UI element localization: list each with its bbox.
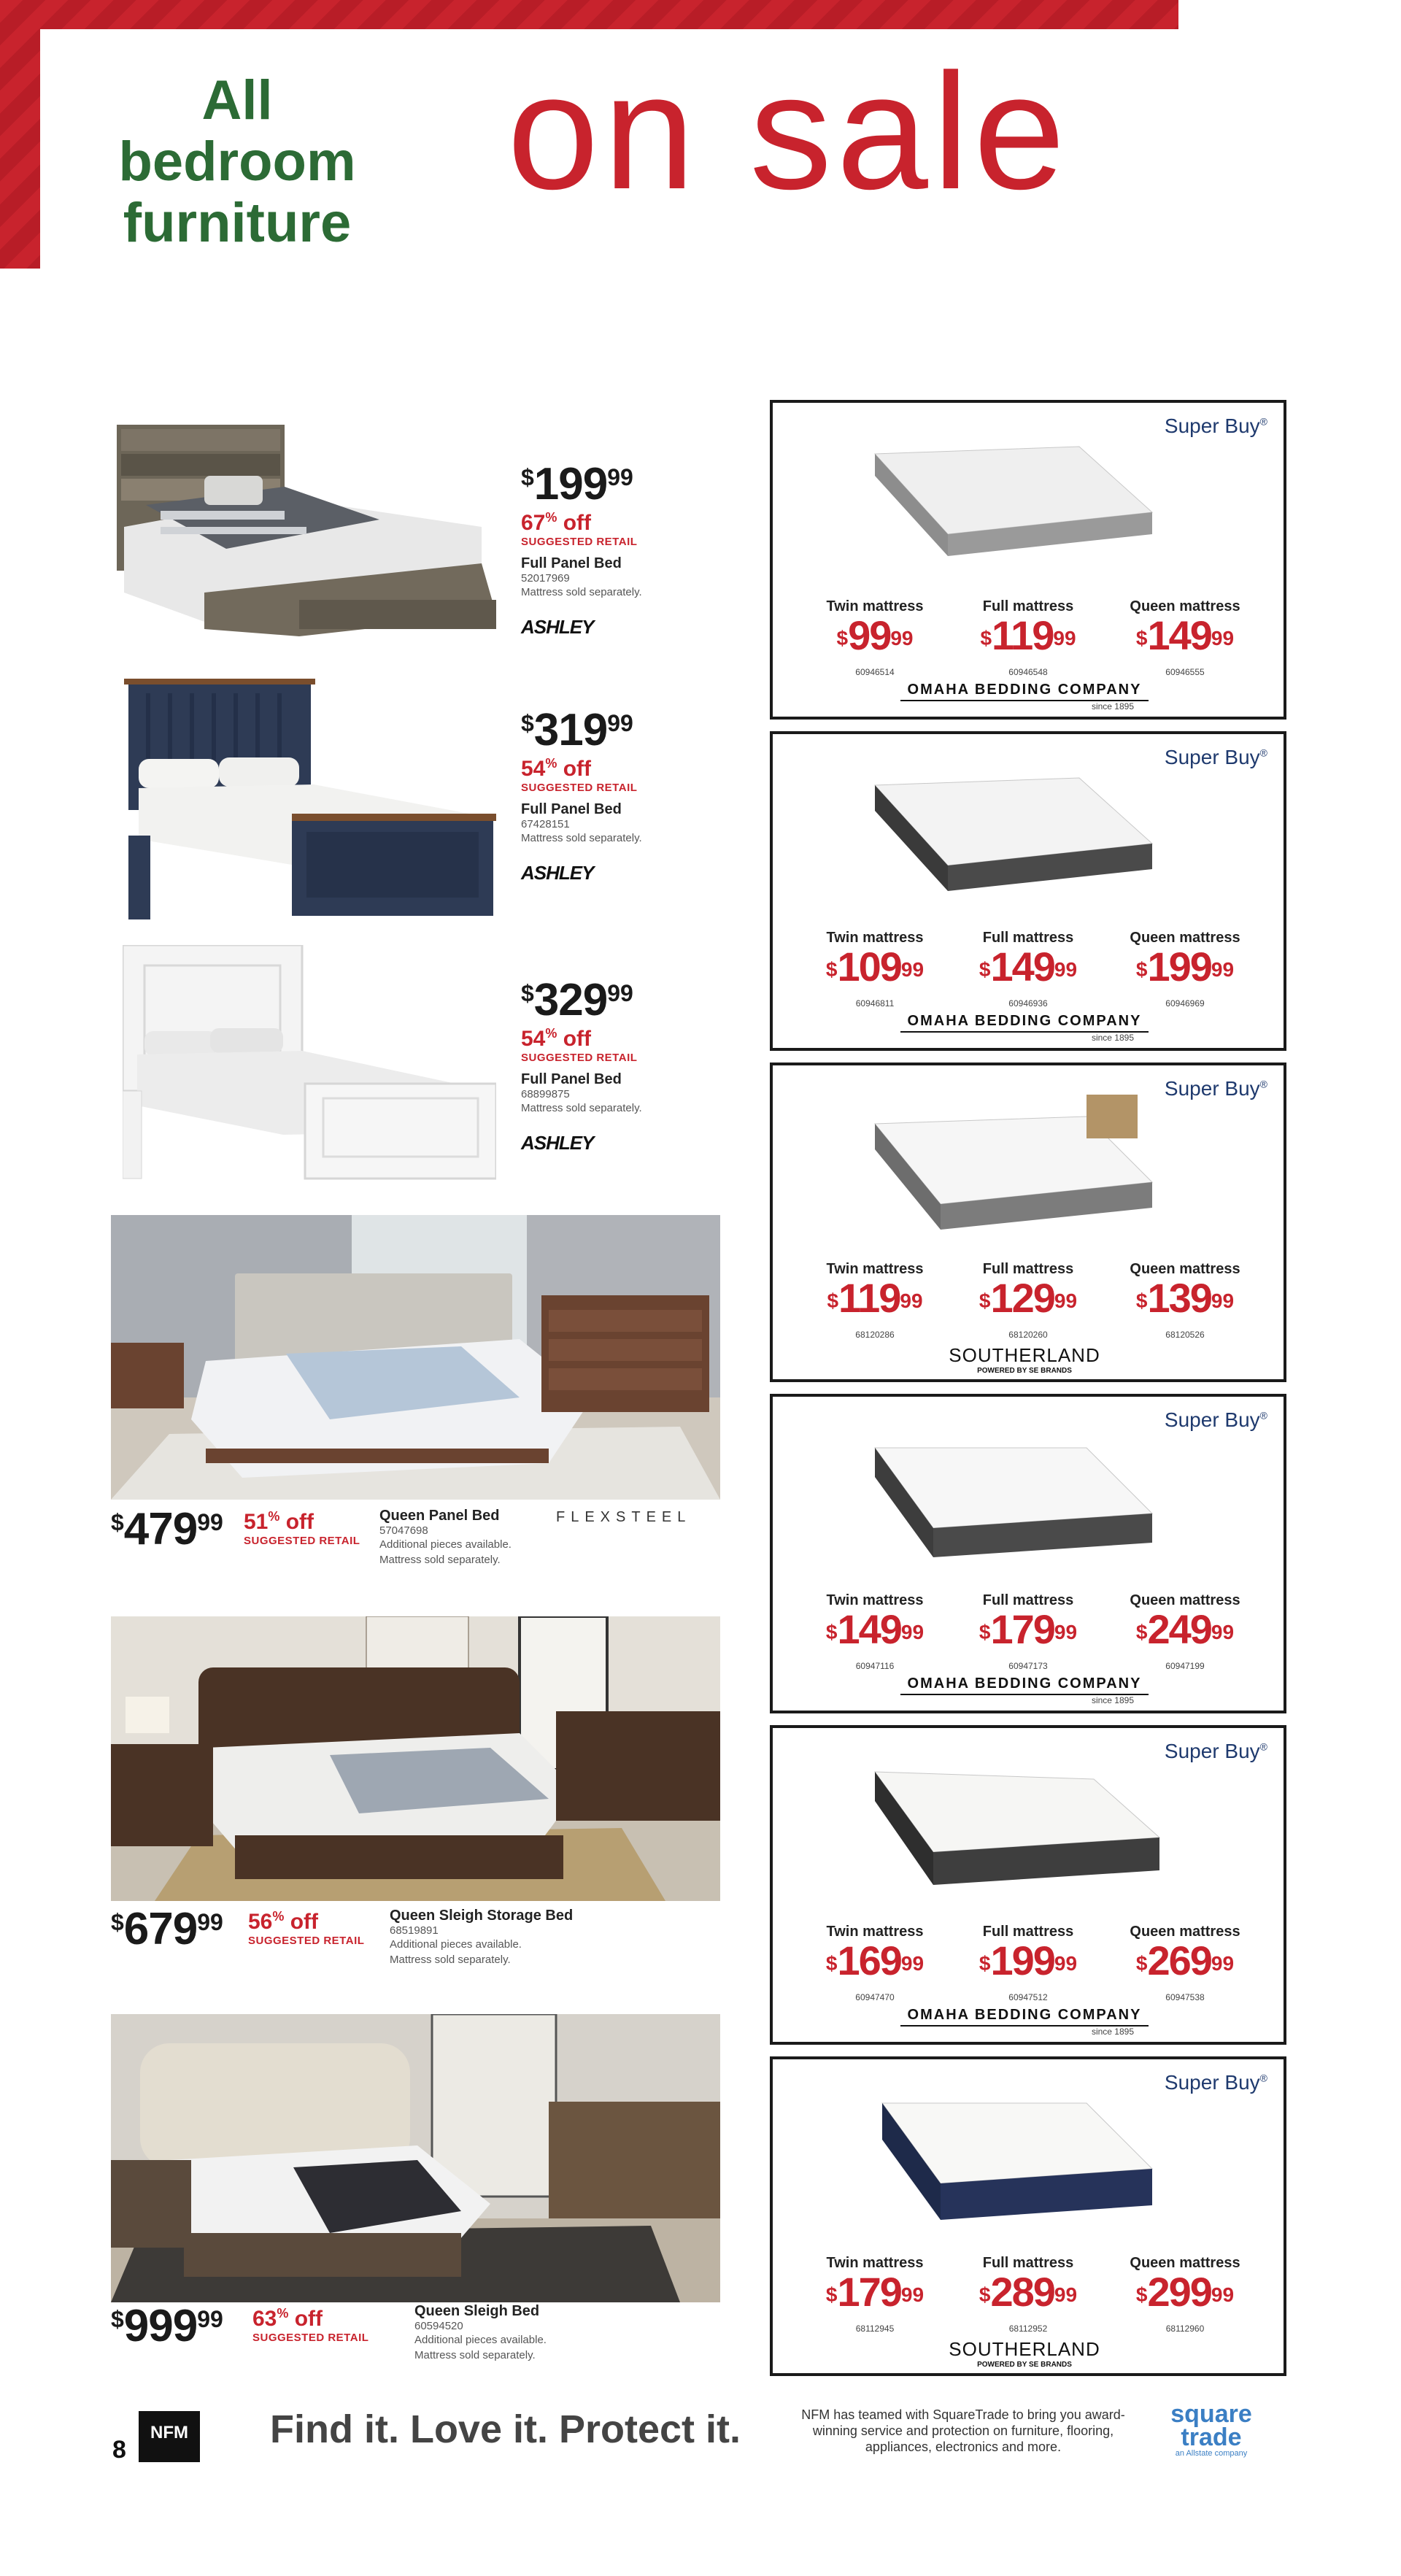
off-label: off [279,1510,314,1534]
dollar-sign: $ [980,627,992,649]
dollar-sign: $ [1135,1952,1148,1975]
sku: 68112945 [855,2324,895,2334]
price-cents: 99 [197,1509,223,1535]
flexsteel-logo: FLEXSTEEL [556,1509,692,1525]
southerland-logo: SOUTHERLAND [949,2338,1100,2360]
since-text: since 1895 [1091,1695,1134,1705]
sq-logo-line3: an Allstate company [1175,2449,1248,2458]
pct-sign: % [272,1909,285,1924]
bed-5-discount [248,1909,364,1935]
dollar-sign: $ [1135,1621,1148,1643]
price-whole: 199 [533,459,608,509]
size-label: Twin mattress [826,2255,924,2271]
price-cents: 99 [1054,2283,1078,2306]
bed-4-note2: Mattress sold separately. [379,1554,501,1566]
omaha-bedding-logo: OMAHA BEDDING COMPANY [900,1675,1149,1695]
price-cents: 99 [1211,958,1235,981]
full-price [955,1592,1101,1671]
mattress-image [846,1095,1167,1233]
twin-price [802,1592,948,1671]
queen-price [1112,2255,1258,2334]
since-text: since 1895 [1091,2027,1134,2037]
price-whole: 289 [990,2269,1054,2315]
dollar-sign: $ [521,710,534,736]
banner-headline [84,70,390,254]
reg-mark: ® [1259,1409,1267,1422]
bed-6-info [414,2303,547,2363]
sku: 60947199 [1165,1661,1205,1671]
bed-5-info [390,1908,573,1967]
price-cents: 99 [1053,627,1076,649]
pct-value: 54 [521,757,546,781]
badge-text: Super Buy [1164,1408,1260,1431]
pct-sign: % [545,1026,557,1041]
bed-3-note: Mattress sold separately. [521,1102,642,1114]
suggested-retail: SUGGESTED RETAIL [252,2332,369,2344]
twin-price [802,1924,948,2002]
pct-sign: % [545,756,557,771]
price [1112,2269,1258,2324]
price-whole: 169 [837,1937,901,1983]
price-whole: 479 [123,1504,198,1554]
queen-price [1112,1924,1258,2002]
mattress-card-5[interactable] [770,1725,1286,2045]
mattress-image [846,2089,1167,2227]
sku: 60947173 [1008,1661,1048,1671]
price [955,2269,1101,2324]
price-cents: 99 [900,1621,925,1643]
price-whole: 99 [848,612,891,658]
price-whole: 109 [837,944,901,990]
price [955,1606,1101,1661]
price-cents: 99 [1211,627,1235,649]
off-label: off [557,757,592,781]
price-whole: 269 [1147,1937,1211,1983]
twin-price [802,1261,948,1340]
brand-logo [900,682,1149,712]
price [802,2269,948,2324]
bed-6-price-text [111,2300,223,2352]
bed-image-sleigh[interactable] [111,2014,720,2302]
reg-mark: ® [1259,1078,1267,1090]
bed-4-sku: 57047698 [379,1524,428,1537]
bed-3-discount [521,1026,642,1052]
price-cents: 99 [197,2306,223,2332]
reg-mark: ® [1259,1740,1267,1753]
powered-by: POWERED BY SE BRANDS [977,2361,1072,2369]
super-buy-badge [1165,746,1267,769]
price-whole: 199 [1147,944,1211,990]
bed-2-price-block [521,704,642,884]
size-label: Full mattress [982,1592,1074,1608]
bed-3-price [521,974,642,1026]
price [1112,946,1258,998]
bed-image-rustic[interactable] [117,417,496,636]
off-label: off [557,1027,592,1051]
nfm-logo-text: NFM [150,2423,188,2442]
brand-logo [900,1013,1149,1043]
dollar-sign: $ [979,2283,991,2306]
off-label: off [288,2307,323,2331]
price [955,946,1101,998]
pct-value: 63 [252,2307,277,2331]
bed-2-sku: 67428151 [521,818,570,830]
price [955,1937,1101,1992]
price [802,946,948,998]
price-whole: 129 [990,1275,1054,1321]
mattress-card-4[interactable] [770,1394,1286,1713]
mattress-image [846,763,1167,902]
dollar-sign: $ [979,1952,991,1975]
bed-6-note1: Additional pieces available. [414,2334,547,2346]
price-whole: 679 [123,1904,198,1954]
mattress-image [846,1757,1167,1896]
badge-text: Super Buy [1164,746,1260,768]
pct-sign: % [545,510,557,525]
price-whole: 119 [992,612,1054,658]
size-label: Queen mattress [1130,930,1240,946]
size-label: Full mattress [982,930,1074,946]
price-cents: 99 [900,1952,925,1975]
size-label: Twin mattress [826,930,924,946]
bed-6-price [111,2300,223,2352]
dollar-sign: $ [111,1909,124,1935]
bed-2-discount [521,756,642,782]
bed-1-name: Full Panel Bed [521,555,622,571]
bed-1-sku: 52017969 [521,572,570,585]
squaretrade-logo[interactable] [1153,2402,1270,2458]
price-cents: 99 [1054,1621,1078,1643]
size-label: Full mattress [982,1261,1074,1277]
price-cents: 99 [1054,958,1078,981]
bed-3-name: Full Panel Bed [521,1071,622,1087]
bed-3-sku: 68899875 [521,1088,570,1100]
dollar-sign: $ [521,980,534,1006]
queen-price [1112,1261,1258,1340]
price-whole: 329 [533,975,608,1025]
price-cents: 99 [1211,1289,1235,1312]
badge-text: Super Buy [1164,1740,1260,1762]
size-label: Queen mattress [1130,1261,1240,1277]
size-label: Twin mattress [826,1261,924,1277]
sku: 60946811 [855,998,895,1009]
price [802,1937,948,1992]
bed-6-discount [252,2306,368,2332]
brand-logo [900,2338,1149,2369]
price-whole: 149 [837,1606,901,1652]
price-cents: 99 [607,464,633,490]
dollar-sign: $ [836,627,849,649]
size-label: Queen mattress [1130,598,1240,614]
price-cents: 99 [1054,1289,1078,1312]
sku: 68112952 [1008,2324,1048,2334]
dollar-sign: $ [825,958,838,981]
sku: 60947470 [855,1992,895,2002]
headline-on-sale: on sale [507,39,1070,223]
tagline: Find it. Love it. Protect it. [270,2407,741,2451]
dollar-sign: $ [979,1289,991,1312]
price-cents: 99 [607,980,633,1006]
sku: 60946555 [1165,667,1205,677]
price-whole: 179 [837,2269,901,2315]
bed-4-name: Queen Panel Bed [379,1508,500,1524]
omaha-bedding-logo: OMAHA BEDDING COMPANY [900,2007,1149,2027]
bed-4-price-text [111,1503,223,1555]
twin-price [802,930,948,1009]
dollar-sign: $ [825,2283,838,2306]
bed-image-sleigh-storage[interactable] [111,1616,720,1901]
price [802,612,948,667]
size-label: Twin mattress [826,598,924,614]
bed-6-name: Queen Sleigh Bed [414,2303,540,2319]
mattress-card-1[interactable] [770,400,1286,720]
dollar-sign: $ [521,464,534,490]
dollar-sign: $ [825,1952,838,1975]
ashley-logo: ASHLEY [521,616,594,638]
size-label: Queen mattress [1130,2255,1240,2271]
bed-5-discount-block [248,1909,364,1947]
reg-mark: ® [1259,747,1267,759]
price [955,1275,1101,1330]
bed-2-note: Mattress sold separately. [521,832,642,844]
super-buy-badge [1165,1408,1267,1432]
bed-1-price-block [521,458,642,639]
bed-5-sku: 68519891 [390,1924,439,1937]
off-label: off [557,511,592,535]
bed-4-price [111,1503,223,1555]
bed-6-discount-block [252,2306,368,2344]
size-label: Full mattress [982,1924,1074,1940]
full-price [955,2255,1101,2334]
omaha-bedding-logo: OMAHA BEDDING COMPANY [900,682,1149,701]
dollar-sign: $ [979,958,991,981]
sku: 60947538 [1165,1992,1205,2002]
sq-logo-line1: square [1170,2400,1252,2428]
super-buy-badge [1165,414,1267,438]
nfm-logo[interactable] [139,2411,200,2462]
bed-1-note: Mattress sold separately. [521,586,642,598]
bed-2-price [521,704,642,756]
price-whole: 199 [990,1937,1054,1983]
sku: 60947512 [1008,1992,1048,2002]
price-whole: 139 [1147,1275,1211,1321]
dollar-sign: $ [1135,958,1148,981]
price-cents: 99 [900,958,925,981]
powered-by: POWERED BY SE BRANDS [977,1367,1072,1375]
reg-mark: ® [1259,2072,1267,2084]
sq-logo-line2: trade [1181,2423,1242,2451]
price [802,1606,948,1661]
size-label: Full mattress [982,2255,1074,2271]
bed-6-note2: Mattress sold separately. [414,2349,536,2361]
sku: 60946936 [1008,998,1048,1009]
super-buy-badge [1165,1077,1267,1100]
reg-mark: ® [1259,415,1267,428]
pct-value: 51 [244,1510,269,1534]
size-label: Queen mattress [1130,1924,1240,1940]
badge-text: Super Buy [1164,1077,1260,1100]
price-cents: 99 [197,1909,223,1935]
sku: 60946969 [1165,998,1205,1009]
price-whole: 319 [533,705,608,755]
dollar-sign: $ [1135,1289,1148,1312]
queen-price [1112,930,1258,1009]
ashley-logo: ASHLEY [521,862,594,884]
dollar-sign: $ [979,1621,991,1643]
pct-sign: % [277,2306,289,2321]
bed-4-info [379,1508,512,1567]
bed-1-price [521,458,642,510]
mattress-card-2[interactable] [770,731,1286,1051]
bed-image-white[interactable] [123,945,496,1186]
bed-4-discount [244,1509,360,1535]
price [802,1275,948,1330]
omaha-bedding-logo: OMAHA BEDDING COMPANY [900,1013,1149,1033]
price-cents: 99 [1211,1952,1235,1975]
bed-3-price-block [521,974,642,1154]
size-label: Queen mattress [1130,1592,1240,1608]
mattress-image [846,432,1167,571]
super-buy-badge [1165,2071,1267,2094]
price-cents: 99 [900,2283,925,2306]
full-price [955,598,1101,677]
twin-price [802,2255,948,2334]
mattress-card-6[interactable] [770,2056,1286,2376]
price-cents: 99 [1211,1621,1235,1643]
price [955,612,1101,667]
bed-image-queen-panel[interactable] [111,1215,720,1500]
sku: 68120260 [1008,1330,1048,1340]
ashley-logo: ASHLEY [521,1132,594,1154]
bed-2-name: Full Panel Bed [521,801,622,817]
size-label: Full mattress [982,598,1074,614]
bed-5-price [111,1903,223,1955]
price-cents: 99 [890,627,914,649]
price-whole: 149 [990,944,1054,990]
price-whole: 249 [1147,1606,1211,1652]
off-label: off [284,1910,319,1934]
twin-price [802,598,948,677]
bed-6-sku: 60594520 [414,2320,463,2332]
bed-5-note1: Additional pieces available. [390,1938,522,1951]
dollar-sign: $ [827,1289,839,1312]
sku: 68112960 [1165,2324,1205,2334]
price-whole: 999 [123,2301,198,2351]
sku: 60946548 [1008,667,1048,677]
since-text: since 1895 [1091,1033,1134,1043]
headline-line1: All bedroom [118,69,356,193]
queen-price [1112,1592,1258,1671]
pct-sign: % [268,1509,280,1524]
price-whole: 179 [990,1606,1054,1652]
price-cents: 99 [607,710,633,736]
suggested-retail: SUGGESTED RETAIL [521,1052,638,1064]
bed-5-name: Queen Sleigh Storage Bed [390,1908,574,1924]
dollar-sign: $ [111,1509,124,1535]
badge-text: Super Buy [1164,414,1260,437]
price-cents: 99 [1211,2283,1235,2306]
price [1112,1937,1258,1992]
headline-line2: furniture [123,192,352,254]
dollar-sign: $ [1135,2283,1148,2306]
suggested-retail: SUGGESTED RETAIL [521,536,638,548]
sku: 60946514 [855,667,895,677]
sale-banner [0,0,1178,269]
bed-1-discount [521,510,642,536]
price-whole: 119 [838,1275,900,1321]
price [1112,612,1258,667]
bed-4-note1: Additional pieces available. [379,1538,512,1551]
price-cents: 99 [1054,1952,1078,1975]
price-whole: 299 [1147,2269,1211,2315]
pct-value: 67 [521,511,546,535]
full-price [955,1261,1101,1340]
southerland-logo: SOUTHERLAND [949,1344,1100,1366]
pct-value: 56 [248,1910,273,1934]
bed-image-navy[interactable] [124,679,496,919]
brand-logo [900,1675,1149,1705]
suggested-retail: SUGGESTED RETAIL [244,1535,360,1547]
dollar-sign: $ [1135,627,1148,649]
brand-logo [900,2007,1149,2037]
price [1112,1275,1258,1330]
sku: 60947116 [855,1661,895,1671]
size-label: Twin mattress [826,1924,924,1940]
full-price [955,1924,1101,2002]
price-cents: 99 [900,1289,923,1312]
pct-value: 54 [521,1027,546,1051]
sku: 68120526 [1165,1330,1205,1340]
super-buy-badge [1165,1740,1267,1763]
bed-4-discount-block [244,1509,360,1547]
suggested-retail: SUGGESTED RETAIL [521,782,638,794]
queen-price [1112,598,1258,677]
dollar-sign: $ [111,2306,124,2332]
sku: 68120286 [855,1330,895,1340]
page-number: 8 [112,2436,126,2464]
bed-5-note2: Mattress sold separately. [390,1954,511,1966]
price [1112,1606,1258,1661]
badge-text: Super Buy [1164,2071,1260,2094]
dollar-sign: $ [825,1621,838,1643]
suggested-retail: SUGGESTED RETAIL [248,1935,365,1947]
squaretrade-blurb: NFM has teamed with SquareTrade to bring you award-winning service and protection on furniture, flooring, appliances, electronics and more. [801,2407,1125,2454]
mattress-card-3[interactable] [770,1063,1286,1382]
bed-5-price-text [111,1903,223,1955]
full-price [955,930,1101,1009]
size-label: Twin mattress [826,1592,924,1608]
since-text: since 1895 [1091,701,1134,712]
brand-logo [900,1344,1149,1375]
price-whole: 149 [1147,612,1211,658]
mattress-image [846,1426,1167,1565]
